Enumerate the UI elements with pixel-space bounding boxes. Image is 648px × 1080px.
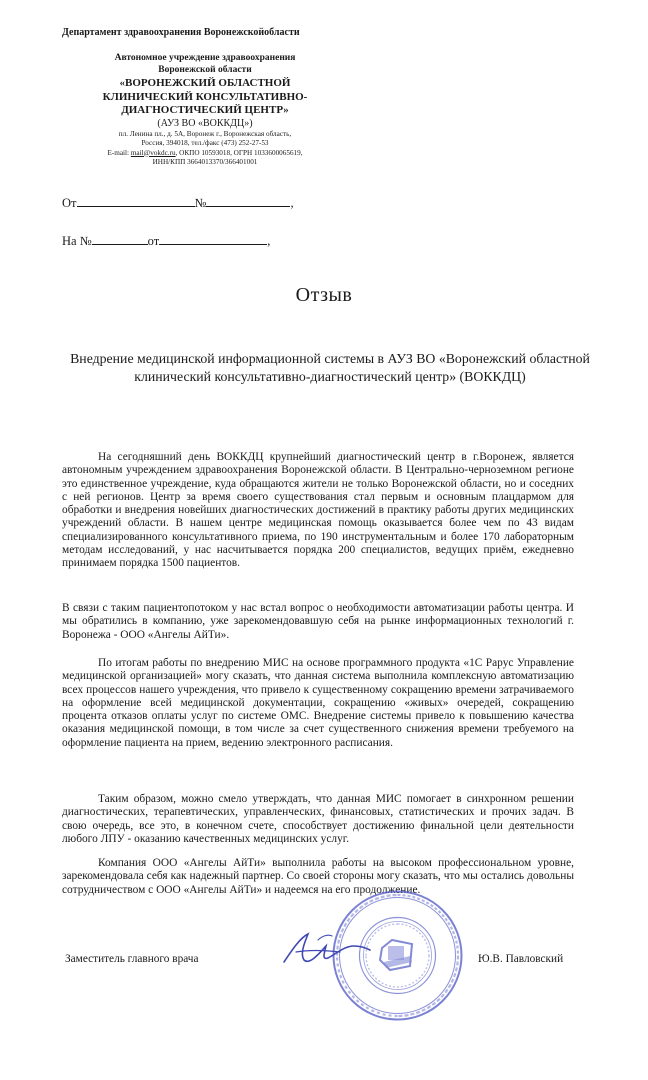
paragraph-4-text: Таким образом, можно смело утверждать, что данная МИС помогает в синхронном решении диагностических, терапевтических, управленческих, финансовых, статистических и прочих задач. В свою очередь, все это, в конечном счете, способствует достижению финальной цели деятельности любого ЛПУ - оказанию качественных медицинских услуг. [62, 793, 574, 845]
incoming-ref-row [62, 232, 270, 249]
to-from-label: от [147, 234, 160, 248]
paragraph-2 [62, 602, 574, 642]
paragraph-5 [62, 857, 574, 897]
paragraph-5-text: Компания ООО «Ангелы АйТи» выполнила работы на высоком профессиональном уровне, зарекомендовала себя как надежный партнер. Со своей стороны могу сказать, что мы остались довольны сотрудничеством с ООО «Ангелы АйТи» и надеемся на его продолжение. [62, 857, 574, 896]
org-contacts [70, 149, 340, 159]
number-line [206, 194, 290, 207]
department-name: Департамент здравоохранения Воронежскойобласти [62, 27, 300, 38]
paragraph-2-text: В связи с таким пациентопотоком у нас встал вопрос о необходимости автоматизации работы центра. И мы обратились в компанию, уже зарекомендовавшую себя на рынке информационных технологий г. Воронежа - ООО «Ангелы АйТи». [62, 602, 574, 641]
handwritten-signature [278, 920, 373, 980]
org-codes: , ОКПО 10593018, ОГРН 1033600065619, [175, 148, 303, 157]
org-short-name: (АУЗ ВО «ВОККДЦ») [157, 117, 253, 129]
email-label: E-mail: [107, 148, 130, 157]
paragraph-4 [62, 793, 574, 846]
document-subject: Внедрение медицинской информационной системы в АУЗ ВО «Воронежский областной клинический консультативно-диагностический центр» (ВОККДЦ) [70, 351, 590, 384]
ref-comma-2: , [267, 234, 271, 248]
outgoing-ref-row [62, 194, 294, 211]
paragraph-1-text: На сегодняшний день ВОККДЦ крупнейший диагностический центр в г.Воронеж, является автономным учреждением здравоохранения Воронежской области. В Центрально-черноземном регионе это единственное учреждение, куда обращаются жители не только Воронежской области, но и соседних с ней регионов. Центр за время своего существования стал первым и основным плацдармом для обработки и внедрения новейших диагностических достижений в практику работы других медицинских учреждений области. В нашем центре медицинская помощь оказывается более чем по 43 видам специализированного консультативного приема, по 190 инструментальным и более 170 лабораторным методам исследований, у нас насчитывается порядка 200 специалистов, ведущих приём, ежедневно принимаем порядка 1500 пациентов. [62, 451, 574, 570]
paragraph-1 [62, 451, 574, 571]
ref-comma-1: , [290, 196, 294, 210]
email-link[interactable]: mail@vokdc.ru [130, 148, 176, 157]
paragraph-3 [62, 657, 574, 750]
paragraph-3-text: По итогам работы по внедрению МИС на основе программного продукта «1С Рарус Управление медицинской организацией» могу сказать, что данная система выполнила комплексную автоматизацию всех процессов нашего учреждения, что привело к существенному сокращению времени затрачиваемого на оформление всей медицинской документации, сокращению «живых» очередей, сокращению процента отказов оплаты услуг по системе ОМС. Внедрение системы привело к повышению качества оказания медицинской помощи, в том числе за счет существенного снижения времени требуемого на оформление пациента на прием, ведению электронного расписания. [62, 657, 574, 749]
number-label: № [194, 196, 207, 210]
org-address-2: Россия, 394018, тел./факс (473) 252-27-53 [141, 139, 269, 147]
org-name-line-2: КЛИНИЧЕСКИЙ КОНСУЛЬТАТИВНО- [102, 90, 308, 103]
from-label: От [62, 196, 77, 210]
from-date-line [77, 194, 195, 207]
org-name-line-1: «ВОРОНЕЖСКИЙ ОБЛАСТНОЙ [119, 77, 291, 89]
org-name-line-3: ДИАГНОСТИЧЕСКИЙ ЦЕНТР» [121, 104, 289, 116]
org-address-1: пл. Ленина пл., д. 5А, Воронеж г., Воронежская область, [118, 129, 292, 138]
to-number-line [92, 232, 148, 245]
document-title: Отзыв [295, 284, 353, 306]
letterhead [70, 52, 340, 168]
org-type-line: Автономное учреждение здравоохранения [114, 53, 296, 63]
org-region-line: Воронежской области [158, 65, 252, 75]
signer-role: Заместитель главного врача [65, 953, 199, 965]
org-inn: ИНН/КПП 3664013370/366401001 [152, 158, 258, 166]
signer-name: Ю.В. Павловский [478, 953, 564, 965]
to-number-label: На № [62, 234, 92, 248]
to-date-line [159, 232, 267, 245]
